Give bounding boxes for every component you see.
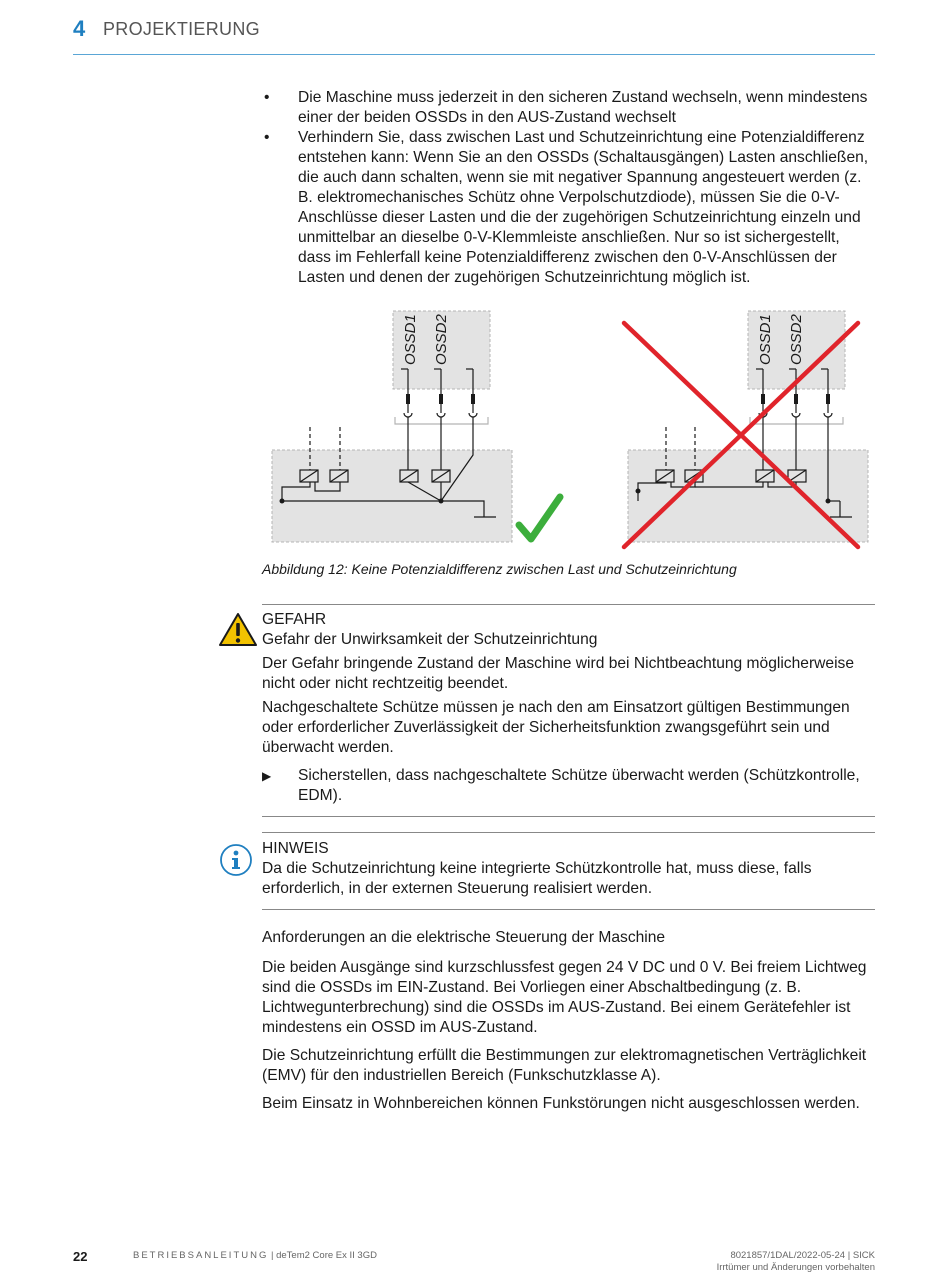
danger-subtitle: Gefahr der Unwirksamkeit der Schutzeinrichtung: [262, 631, 598, 648]
paragraph: Die Schutzeinrichtung erfüllt die Bestimmungen zur elektromagnetischen Verträglichkeit (EMV) für den industriellen Bereich (Funkschutzklasse A).: [262, 1047, 867, 1084]
danger-paragraph: Nachgeschaltete Schütze müssen je nach den am Einsatzort gültigen Bestimmungen oder erforderlicher Zuverlässigkeit der Sicherheitsfunktion zwangsgeführt sein und überwacht werden.: [262, 699, 850, 756]
ossd2-label: OSSD2: [788, 314, 805, 365]
ossd1-label: OSSD1: [402, 314, 419, 365]
section-heading: Anforderungen an die elektrische Steuerung der Maschine: [262, 929, 666, 946]
chapter-number: 4: [73, 16, 86, 41]
wiring-diagram: [262, 305, 875, 555]
footer-disclaimer: Irrtümer und Änderungen vorbehalten: [716, 1262, 875, 1273]
danger-action-step: ▶ Sicherstellen, dass nachgeschaltete Schütze überwacht werden (Schützkontrolle, EDM).: [262, 767, 860, 804]
chapter-title: PROJEKTIERUNG: [103, 19, 260, 39]
danger-paragraph: Der Gefahr bringende Zustand der Maschine wird bei Nichtbeachtung möglicherweise nicht oder nicht rechtzeitig beendet.: [262, 655, 855, 692]
checkmark-icon: [519, 497, 560, 539]
note-title: HINWEIS: [262, 840, 329, 857]
wiring-figure: [262, 305, 875, 555]
paragraph: Die beiden Ausgänge sind kurzschlussfest gegen 24 V DC und 0 V. Bei freiem Lichtweg sind die OSSDs im EIN-Zustand. Bei Vorliegen einer Abschaltbedingung (z. B. Lichtwegunterbrechung) sind die OSSDs im AUS-Zustand. Bei einem Gerätefehler ist mindestens ein OSSD im AUS-Zustand.: [262, 959, 867, 1036]
page-header: [73, 16, 875, 55]
note-text: Da die Schutzeinrichtung keine integrierte Schützkontrolle hat, muss diese, falls erforderlich, in der externen Steuerung realisiert werden.: [262, 860, 812, 897]
footer-separator: |: [271, 1250, 274, 1261]
info-icon: [219, 843, 253, 877]
danger-title: GEFAHR: [262, 611, 327, 628]
footer-doc-id: 8021857/1DAL/2022-05-24 | SICK: [730, 1250, 875, 1261]
page-number: 22: [73, 1249, 88, 1264]
note-notice: [262, 832, 875, 910]
bullet-list: [262, 88, 875, 288]
footer-right: [717, 1250, 875, 1274]
list-item: • Verhindern Sie, dass zwischen Last und Schutzeinrichtung eine Potenzialdifferenz entstehen kann: Wenn Sie an den OSSDs (Schaltausgängen) Lasten anschließen, die auch dann schalten, wenn sie mit negativer Spannung angesteuert werden (z. B. elektromechanisches Schütz ohne Verpolschutzdiode), müssen Sie die 0-V-Anschlüsse dieser Lasten und die der zugehörigen Schutzeinrichtung einzeln und unmittelbar an dieselbe 0-V-Klemmleiste anschließen. Nur so ist sichergestellt, dass im Fehlerfall keine Potenzialdifferenz zwischen den 0-V-Anschlüssen der Lasten und denen der zugehörigen Schutzeinrichtung möglich ist.: [264, 129, 869, 286]
machine-control-box: [272, 450, 512, 542]
figure-caption: Abbildung 12: Keine Potenzialdifferenz zwischen Last und Schutzeinrichtung: [262, 561, 737, 577]
machine-control-box: [628, 450, 868, 542]
arrow-right-icon: ▶: [262, 769, 272, 783]
footer-doc-type: BETRIEBSANLEITUNG: [133, 1250, 269, 1261]
bullet-icon: •: [264, 89, 270, 106]
warning-triangle-icon: [218, 612, 258, 648]
incorrect-wiring: [624, 311, 868, 547]
requirements-section: [262, 928, 875, 1122]
bullet-icon: •: [264, 129, 270, 146]
ossd1-label: OSSD1: [757, 314, 774, 365]
footer-document-info: [133, 1250, 377, 1261]
danger-notice: [262, 604, 875, 817]
paragraph: Beim Einsatz in Wohnbereichen können Funkstörungen nicht ausgeschlossen werden.: [262, 1095, 860, 1112]
ossd2-label: OSSD2: [433, 314, 450, 365]
footer-product: deTem2 Core Ex II 3GD: [276, 1250, 377, 1261]
list-item: • Die Maschine muss jederzeit in den sicheren Zustand wechseln, wenn mindestens einer der beiden OSSDs in den AUS-Zustand wechselt: [264, 89, 868, 126]
correct-wiring: [272, 311, 560, 542]
